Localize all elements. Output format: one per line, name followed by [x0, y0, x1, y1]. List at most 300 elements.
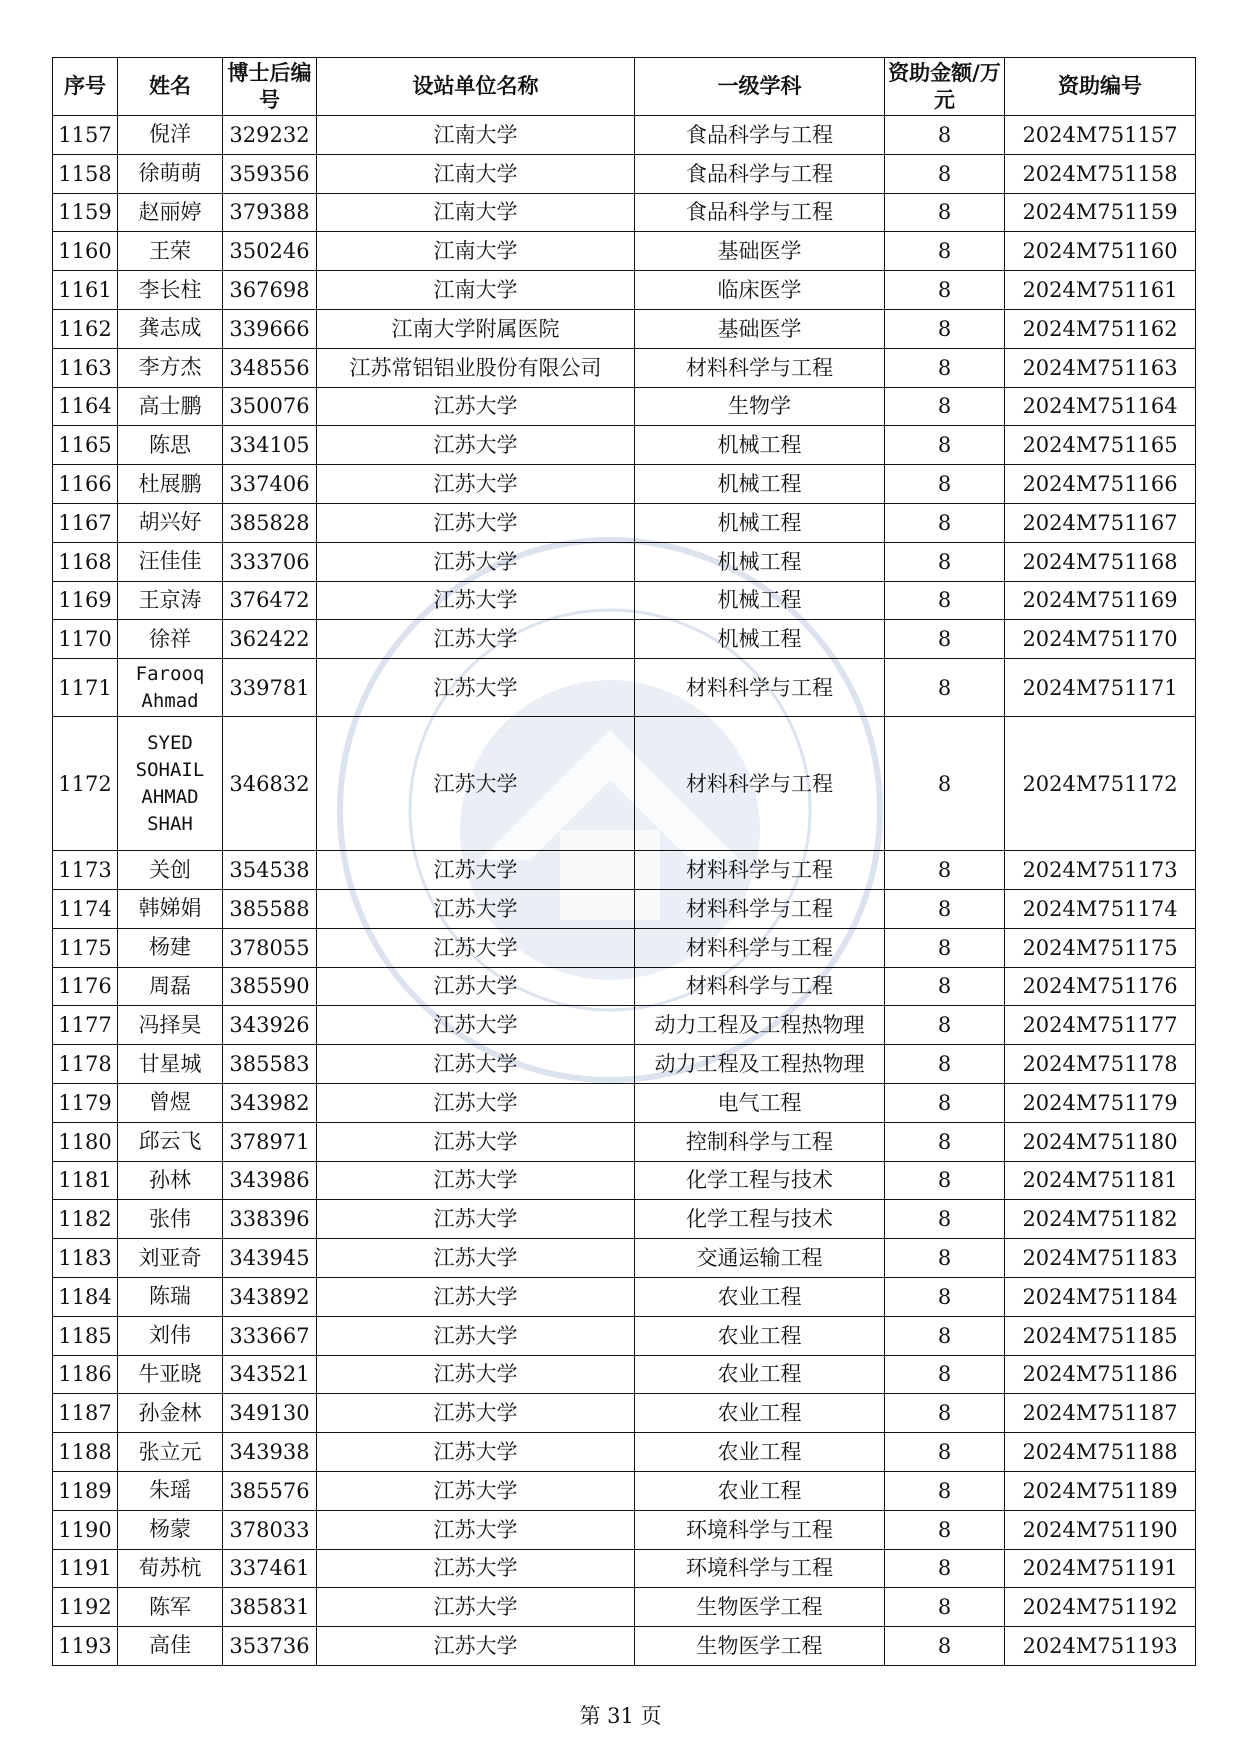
table-row	[53, 1083, 1196, 1122]
cell-grant-no: 2024M751176	[1005, 967, 1196, 1006]
cell-index: 1187	[53, 1394, 118, 1433]
cell-amount: 8	[885, 1471, 1005, 1510]
cell-postdoc-no: 334105	[223, 426, 317, 465]
cell-unit: 江苏大学	[317, 1627, 635, 1666]
cell-postdoc-no: 367698	[223, 271, 317, 310]
cell-index: 1175	[53, 928, 118, 967]
cell-grant-no: 2024M751160	[1005, 232, 1196, 271]
cell-postdoc-no: 337406	[223, 465, 317, 504]
cell-amount: 8	[885, 271, 1005, 310]
cell-name: 刘伟	[118, 1316, 223, 1355]
cell-name: 关创	[118, 851, 223, 890]
cell-name: 汪佳佳	[118, 542, 223, 581]
cell-postdoc-no: 339781	[223, 659, 317, 717]
cell-unit: 江苏大学	[317, 1394, 635, 1433]
cell-grant-no: 2024M751185	[1005, 1316, 1196, 1355]
cell-amount: 8	[885, 620, 1005, 659]
table-row	[53, 1355, 1196, 1394]
cell-amount: 8	[885, 465, 1005, 504]
cell-discipline: 基础医学	[635, 232, 885, 271]
cell-index: 1188	[53, 1433, 118, 1472]
cell-amount: 8	[885, 1122, 1005, 1161]
cell-discipline: 食品科学与工程	[635, 193, 885, 232]
cell-index: 1176	[53, 967, 118, 1006]
cell-grant-no: 2024M751165	[1005, 426, 1196, 465]
cell-name: 高士鹏	[118, 387, 223, 426]
cell-name: 王京涛	[118, 581, 223, 620]
cell-unit: 江苏大学	[317, 581, 635, 620]
table-row	[53, 620, 1196, 659]
cell-name: 周磊	[118, 967, 223, 1006]
cell-discipline: 材料科学与工程	[635, 851, 885, 890]
cell-grant-no: 2024M751170	[1005, 620, 1196, 659]
table-body	[53, 116, 1196, 1666]
cell-index: 1179	[53, 1083, 118, 1122]
cell-discipline: 机械工程	[635, 426, 885, 465]
table-row	[53, 1510, 1196, 1549]
table-row	[53, 271, 1196, 310]
cell-postdoc-no: 385576	[223, 1471, 317, 1510]
cell-amount: 8	[885, 659, 1005, 717]
cell-discipline: 控制科学与工程	[635, 1122, 885, 1161]
cell-amount: 8	[885, 889, 1005, 928]
cell-grant-no: 2024M751184	[1005, 1277, 1196, 1316]
cell-grant-no: 2024M751159	[1005, 193, 1196, 232]
cell-unit: 江苏大学	[317, 1277, 635, 1316]
cell-discipline: 化学工程与技术	[635, 1200, 885, 1239]
cell-unit: 江苏大学	[317, 1316, 635, 1355]
table-row	[53, 1549, 1196, 1588]
page-number: 第 31 页	[579, 1704, 662, 1728]
table-row	[53, 193, 1196, 232]
cell-unit: 江苏大学	[317, 426, 635, 465]
cell-postdoc-no: 343521	[223, 1355, 317, 1394]
table-header	[53, 58, 1196, 116]
cell-name: 牛亚晓	[118, 1355, 223, 1394]
cell-name: 甘星城	[118, 1045, 223, 1084]
cell-unit: 江苏大学	[317, 1549, 635, 1588]
cell-unit: 江苏大学	[317, 1083, 635, 1122]
table-row	[53, 1006, 1196, 1045]
cell-name: 张立元	[118, 1433, 223, 1472]
cell-grant-no: 2024M751163	[1005, 348, 1196, 387]
cell-name: 王荣	[118, 232, 223, 271]
cell-postdoc-no: 378033	[223, 1510, 317, 1549]
cell-grant-no: 2024M751181	[1005, 1161, 1196, 1200]
cell-grant-no: 2024M751169	[1005, 581, 1196, 620]
cell-discipline: 基础医学	[635, 309, 885, 348]
cell-discipline: 生物医学工程	[635, 1588, 885, 1627]
cell-name: 龚志成	[118, 309, 223, 348]
header-name: 姓名	[118, 58, 223, 116]
cell-unit: 江苏大学	[317, 1122, 635, 1161]
cell-index: 1160	[53, 232, 118, 271]
table-row	[53, 542, 1196, 581]
cell-amount: 8	[885, 1510, 1005, 1549]
cell-index: 1171	[53, 659, 118, 717]
cell-postdoc-no: 385583	[223, 1045, 317, 1084]
cell-postdoc-no: 385828	[223, 503, 317, 542]
cell-amount: 8	[885, 717, 1005, 851]
cell-name: 朱瑶	[118, 1471, 223, 1510]
cell-amount: 8	[885, 116, 1005, 155]
cell-postdoc-no: 329232	[223, 116, 317, 155]
cell-index: 1158	[53, 154, 118, 193]
cell-discipline: 动力工程及工程热物理	[635, 1045, 885, 1084]
cell-grant-no: 2024M751178	[1005, 1045, 1196, 1084]
cell-unit: 江南大学	[317, 193, 635, 232]
cell-grant-no: 2024M751188	[1005, 1433, 1196, 1472]
cell-discipline: 动力工程及工程热物理	[635, 1006, 885, 1045]
cell-grant-no: 2024M751177	[1005, 1006, 1196, 1045]
cell-unit: 江南大学附属医院	[317, 309, 635, 348]
cell-grant-no: 2024M751162	[1005, 309, 1196, 348]
cell-index: 1165	[53, 426, 118, 465]
table-row	[53, 1433, 1196, 1472]
cell-discipline: 农业工程	[635, 1355, 885, 1394]
cell-postdoc-no: 359356	[223, 154, 317, 193]
cell-index: 1181	[53, 1161, 118, 1200]
table-row	[53, 1316, 1196, 1355]
cell-name: 李长柱	[118, 271, 223, 310]
cell-unit: 江苏大学	[317, 1510, 635, 1549]
cell-unit: 江苏大学	[317, 889, 635, 928]
table-row	[53, 717, 1196, 851]
cell-amount: 8	[885, 1006, 1005, 1045]
table-row	[53, 928, 1196, 967]
cell-amount: 8	[885, 232, 1005, 271]
cell-index: 1184	[53, 1277, 118, 1316]
cell-index: 1185	[53, 1316, 118, 1355]
cell-grant-no: 2024M751186	[1005, 1355, 1196, 1394]
cell-amount: 8	[885, 309, 1005, 348]
cell-unit: 江南大学	[317, 271, 635, 310]
cell-index: 1162	[53, 309, 118, 348]
table-row	[53, 387, 1196, 426]
cell-grant-no: 2024M751175	[1005, 928, 1196, 967]
cell-index: 1173	[53, 851, 118, 890]
cell-amount: 8	[885, 154, 1005, 193]
table-row	[53, 967, 1196, 1006]
table-row	[53, 889, 1196, 928]
cell-name: 陈瑞	[118, 1277, 223, 1316]
cell-name: 孙林	[118, 1161, 223, 1200]
cell-postdoc-no: 385590	[223, 967, 317, 1006]
cell-grant-no: 2024M751157	[1005, 116, 1196, 155]
cell-unit: 江苏大学	[317, 1355, 635, 1394]
cell-postdoc-no: 339666	[223, 309, 317, 348]
cell-grant-no: 2024M751158	[1005, 154, 1196, 193]
cell-postdoc-no: 343892	[223, 1277, 317, 1316]
cell-index: 1170	[53, 620, 118, 659]
cell-amount: 8	[885, 928, 1005, 967]
table-row	[53, 426, 1196, 465]
cell-amount: 8	[885, 387, 1005, 426]
cell-unit: 江苏大学	[317, 1239, 635, 1278]
cell-amount: 8	[885, 1083, 1005, 1122]
cell-discipline: 食品科学与工程	[635, 116, 885, 155]
cell-postdoc-no: 354538	[223, 851, 317, 890]
cell-discipline: 材料科学与工程	[635, 928, 885, 967]
cell-name: 陈军	[118, 1588, 223, 1627]
cell-name: 冯择昊	[118, 1006, 223, 1045]
cell-discipline: 临床医学	[635, 271, 885, 310]
cell-unit: 江苏大学	[317, 1006, 635, 1045]
cell-grant-no: 2024M751179	[1005, 1083, 1196, 1122]
table-row	[53, 503, 1196, 542]
cell-discipline: 环境科学与工程	[635, 1549, 885, 1588]
cell-index: 1157	[53, 116, 118, 155]
table-row	[53, 1045, 1196, 1084]
cell-unit: 江苏大学	[317, 851, 635, 890]
cell-amount: 8	[885, 1433, 1005, 1472]
cell-discipline: 生物学	[635, 387, 885, 426]
cell-name: 邱云飞	[118, 1122, 223, 1161]
cell-amount: 8	[885, 1239, 1005, 1278]
cell-postdoc-no: 353736	[223, 1627, 317, 1666]
cell-grant-no: 2024M751189	[1005, 1471, 1196, 1510]
cell-unit: 江南大学	[317, 116, 635, 155]
cell-postdoc-no: 343986	[223, 1161, 317, 1200]
cell-discipline: 食品科学与工程	[635, 154, 885, 193]
cell-grant-no: 2024M751164	[1005, 387, 1196, 426]
cell-unit: 江苏大学	[317, 1161, 635, 1200]
cell-discipline: 材料科学与工程	[635, 967, 885, 1006]
cell-amount: 8	[885, 1316, 1005, 1355]
cell-postdoc-no: 338396	[223, 1200, 317, 1239]
cell-postdoc-no: 379388	[223, 193, 317, 232]
table-row	[53, 1627, 1196, 1666]
cell-index: 1174	[53, 889, 118, 928]
cell-index: 1190	[53, 1510, 118, 1549]
cell-unit: 江苏大学	[317, 542, 635, 581]
cell-postdoc-no: 343926	[223, 1006, 317, 1045]
cell-index: 1172	[53, 717, 118, 851]
cell-name: 高佳	[118, 1627, 223, 1666]
cell-index: 1169	[53, 581, 118, 620]
cell-unit: 江南大学	[317, 232, 635, 271]
cell-index: 1192	[53, 1588, 118, 1627]
cell-name: 陈思	[118, 426, 223, 465]
header-unit: 设站单位名称	[317, 58, 635, 116]
cell-postdoc-no: 378971	[223, 1122, 317, 1161]
cell-discipline: 材料科学与工程	[635, 348, 885, 387]
cell-unit: 江苏大学	[317, 1200, 635, 1239]
cell-amount: 8	[885, 426, 1005, 465]
cell-index: 1182	[53, 1200, 118, 1239]
cell-grant-no: 2024M751191	[1005, 1549, 1196, 1588]
cell-discipline: 农业工程	[635, 1433, 885, 1472]
cell-discipline: 机械工程	[635, 620, 885, 659]
cell-discipline: 农业工程	[635, 1277, 885, 1316]
cell-discipline: 交通运输工程	[635, 1239, 885, 1278]
cell-name: 孙金林	[118, 1394, 223, 1433]
table-row	[53, 1471, 1196, 1510]
cell-unit: 江苏大学	[317, 928, 635, 967]
cell-amount: 8	[885, 1627, 1005, 1666]
cell-name: Farooq Ahmad	[118, 659, 223, 717]
table-row	[53, 1200, 1196, 1239]
table-row	[53, 1277, 1196, 1316]
cell-discipline: 材料科学与工程	[635, 717, 885, 851]
cell-name: 韩娣娟	[118, 889, 223, 928]
cell-discipline: 材料科学与工程	[635, 889, 885, 928]
cell-index: 1167	[53, 503, 118, 542]
table-row	[53, 1394, 1196, 1433]
cell-grant-no: 2024M751180	[1005, 1122, 1196, 1161]
cell-unit: 江苏大学	[317, 465, 635, 504]
cell-amount: 8	[885, 1277, 1005, 1316]
cell-discipline: 农业工程	[635, 1471, 885, 1510]
cell-discipline: 环境科学与工程	[635, 1510, 885, 1549]
cell-name: 刘亚奇	[118, 1239, 223, 1278]
cell-grant-no: 2024M751168	[1005, 542, 1196, 581]
cell-unit: 江苏大学	[317, 967, 635, 1006]
cell-unit: 江苏大学	[317, 1588, 635, 1627]
cell-unit: 江苏大学	[317, 659, 635, 717]
cell-unit: 江苏大学	[317, 387, 635, 426]
cell-amount: 8	[885, 348, 1005, 387]
cell-grant-no: 2024M751193	[1005, 1627, 1196, 1666]
cell-postdoc-no: 350076	[223, 387, 317, 426]
header-postdoc-no: 博士后编号	[223, 58, 317, 116]
cell-postdoc-no: 346832	[223, 717, 317, 851]
cell-amount: 8	[885, 1549, 1005, 1588]
cell-index: 1164	[53, 387, 118, 426]
cell-amount: 8	[885, 967, 1005, 1006]
cell-postdoc-no: 348556	[223, 348, 317, 387]
cell-postdoc-no: 385831	[223, 1588, 317, 1627]
cell-postdoc-no: 333667	[223, 1316, 317, 1355]
cell-grant-no: 2024M751172	[1005, 717, 1196, 851]
cell-grant-no: 2024M751182	[1005, 1200, 1196, 1239]
cell-grant-no: 2024M751174	[1005, 889, 1196, 928]
table-row	[53, 154, 1196, 193]
cell-unit: 江苏大学	[317, 1471, 635, 1510]
cell-grant-no: 2024M751171	[1005, 659, 1196, 717]
cell-discipline: 机械工程	[635, 542, 885, 581]
cell-discipline: 农业工程	[635, 1394, 885, 1433]
cell-discipline: 农业工程	[635, 1316, 885, 1355]
table-row	[53, 1588, 1196, 1627]
table-row	[53, 309, 1196, 348]
cell-index: 1191	[53, 1549, 118, 1588]
cell-name: 杨蒙	[118, 1510, 223, 1549]
cell-postdoc-no: 350246	[223, 232, 317, 271]
cell-unit: 江南大学	[317, 154, 635, 193]
header-index: 序号	[53, 58, 118, 116]
cell-postdoc-no: 385588	[223, 889, 317, 928]
cell-postdoc-no: 337461	[223, 1549, 317, 1588]
cell-name: 徐祥	[118, 620, 223, 659]
cell-index: 1189	[53, 1471, 118, 1510]
table-row	[53, 1239, 1196, 1278]
cell-name: 曾煜	[118, 1083, 223, 1122]
cell-grant-no: 2024M751192	[1005, 1588, 1196, 1627]
funding-list-sheet	[52, 57, 1195, 1666]
cell-amount: 8	[885, 1588, 1005, 1627]
cell-unit: 江苏大学	[317, 1433, 635, 1472]
cell-name: 李方杰	[118, 348, 223, 387]
cell-index: 1168	[53, 542, 118, 581]
cell-unit: 江苏大学	[317, 503, 635, 542]
cell-index: 1159	[53, 193, 118, 232]
cell-discipline: 生物医学工程	[635, 1627, 885, 1666]
cell-name: 赵丽婷	[118, 193, 223, 232]
cell-amount: 8	[885, 851, 1005, 890]
cell-amount: 8	[885, 503, 1005, 542]
cell-amount: 8	[885, 1394, 1005, 1433]
cell-grant-no: 2024M751183	[1005, 1239, 1196, 1278]
cell-index: 1180	[53, 1122, 118, 1161]
cell-index: 1177	[53, 1006, 118, 1045]
table-row	[53, 1122, 1196, 1161]
cell-amount: 8	[885, 542, 1005, 581]
cell-postdoc-no: 343938	[223, 1433, 317, 1472]
table-row	[53, 851, 1196, 890]
cell-grant-no: 2024M751187	[1005, 1394, 1196, 1433]
cell-discipline: 化学工程与技术	[635, 1161, 885, 1200]
cell-index: 1166	[53, 465, 118, 504]
funding-table	[52, 57, 1196, 1666]
cell-index: 1163	[53, 348, 118, 387]
cell-discipline: 材料科学与工程	[635, 659, 885, 717]
cell-discipline: 机械工程	[635, 503, 885, 542]
cell-postdoc-no: 349130	[223, 1394, 317, 1433]
cell-discipline: 机械工程	[635, 465, 885, 504]
cell-discipline: 机械工程	[635, 581, 885, 620]
cell-name: SYED SOHAIL AHMAD SHAH	[118, 717, 223, 851]
cell-postdoc-no: 378055	[223, 928, 317, 967]
header-discipline: 一级学科	[635, 58, 885, 116]
table-row	[53, 232, 1196, 271]
cell-postdoc-no: 343982	[223, 1083, 317, 1122]
cell-unit: 江苏常铝铝业股份有限公司	[317, 348, 635, 387]
table-row	[53, 116, 1196, 155]
cell-unit: 江苏大学	[317, 717, 635, 851]
cell-index: 1186	[53, 1355, 118, 1394]
cell-grant-no: 2024M751167	[1005, 503, 1196, 542]
table-row	[53, 1161, 1196, 1200]
cell-grant-no: 2024M751161	[1005, 271, 1196, 310]
table-row	[53, 348, 1196, 387]
table-row	[53, 659, 1196, 717]
cell-postdoc-no: 362422	[223, 620, 317, 659]
cell-name: 杜展鹏	[118, 465, 223, 504]
header-amount: 资助金额/万元	[885, 58, 1005, 116]
cell-name: 荀苏杭	[118, 1549, 223, 1588]
cell-name: 倪洋	[118, 116, 223, 155]
cell-grant-no: 2024M751166	[1005, 465, 1196, 504]
table-row	[53, 465, 1196, 504]
cell-amount: 8	[885, 1045, 1005, 1084]
cell-unit: 江苏大学	[317, 1045, 635, 1084]
cell-discipline: 电气工程	[635, 1083, 885, 1122]
cell-amount: 8	[885, 1200, 1005, 1239]
cell-grant-no: 2024M751190	[1005, 1510, 1196, 1549]
cell-index: 1161	[53, 271, 118, 310]
cell-index: 1178	[53, 1045, 118, 1084]
cell-postdoc-no: 343945	[223, 1239, 317, 1278]
cell-index: 1183	[53, 1239, 118, 1278]
cell-amount: 8	[885, 1355, 1005, 1394]
cell-amount: 8	[885, 1161, 1005, 1200]
cell-grant-no: 2024M751173	[1005, 851, 1196, 890]
cell-name: 张伟	[118, 1200, 223, 1239]
cell-postdoc-no: 333706	[223, 542, 317, 581]
cell-name: 杨建	[118, 928, 223, 967]
header-grant-no: 资助编号	[1005, 58, 1196, 116]
